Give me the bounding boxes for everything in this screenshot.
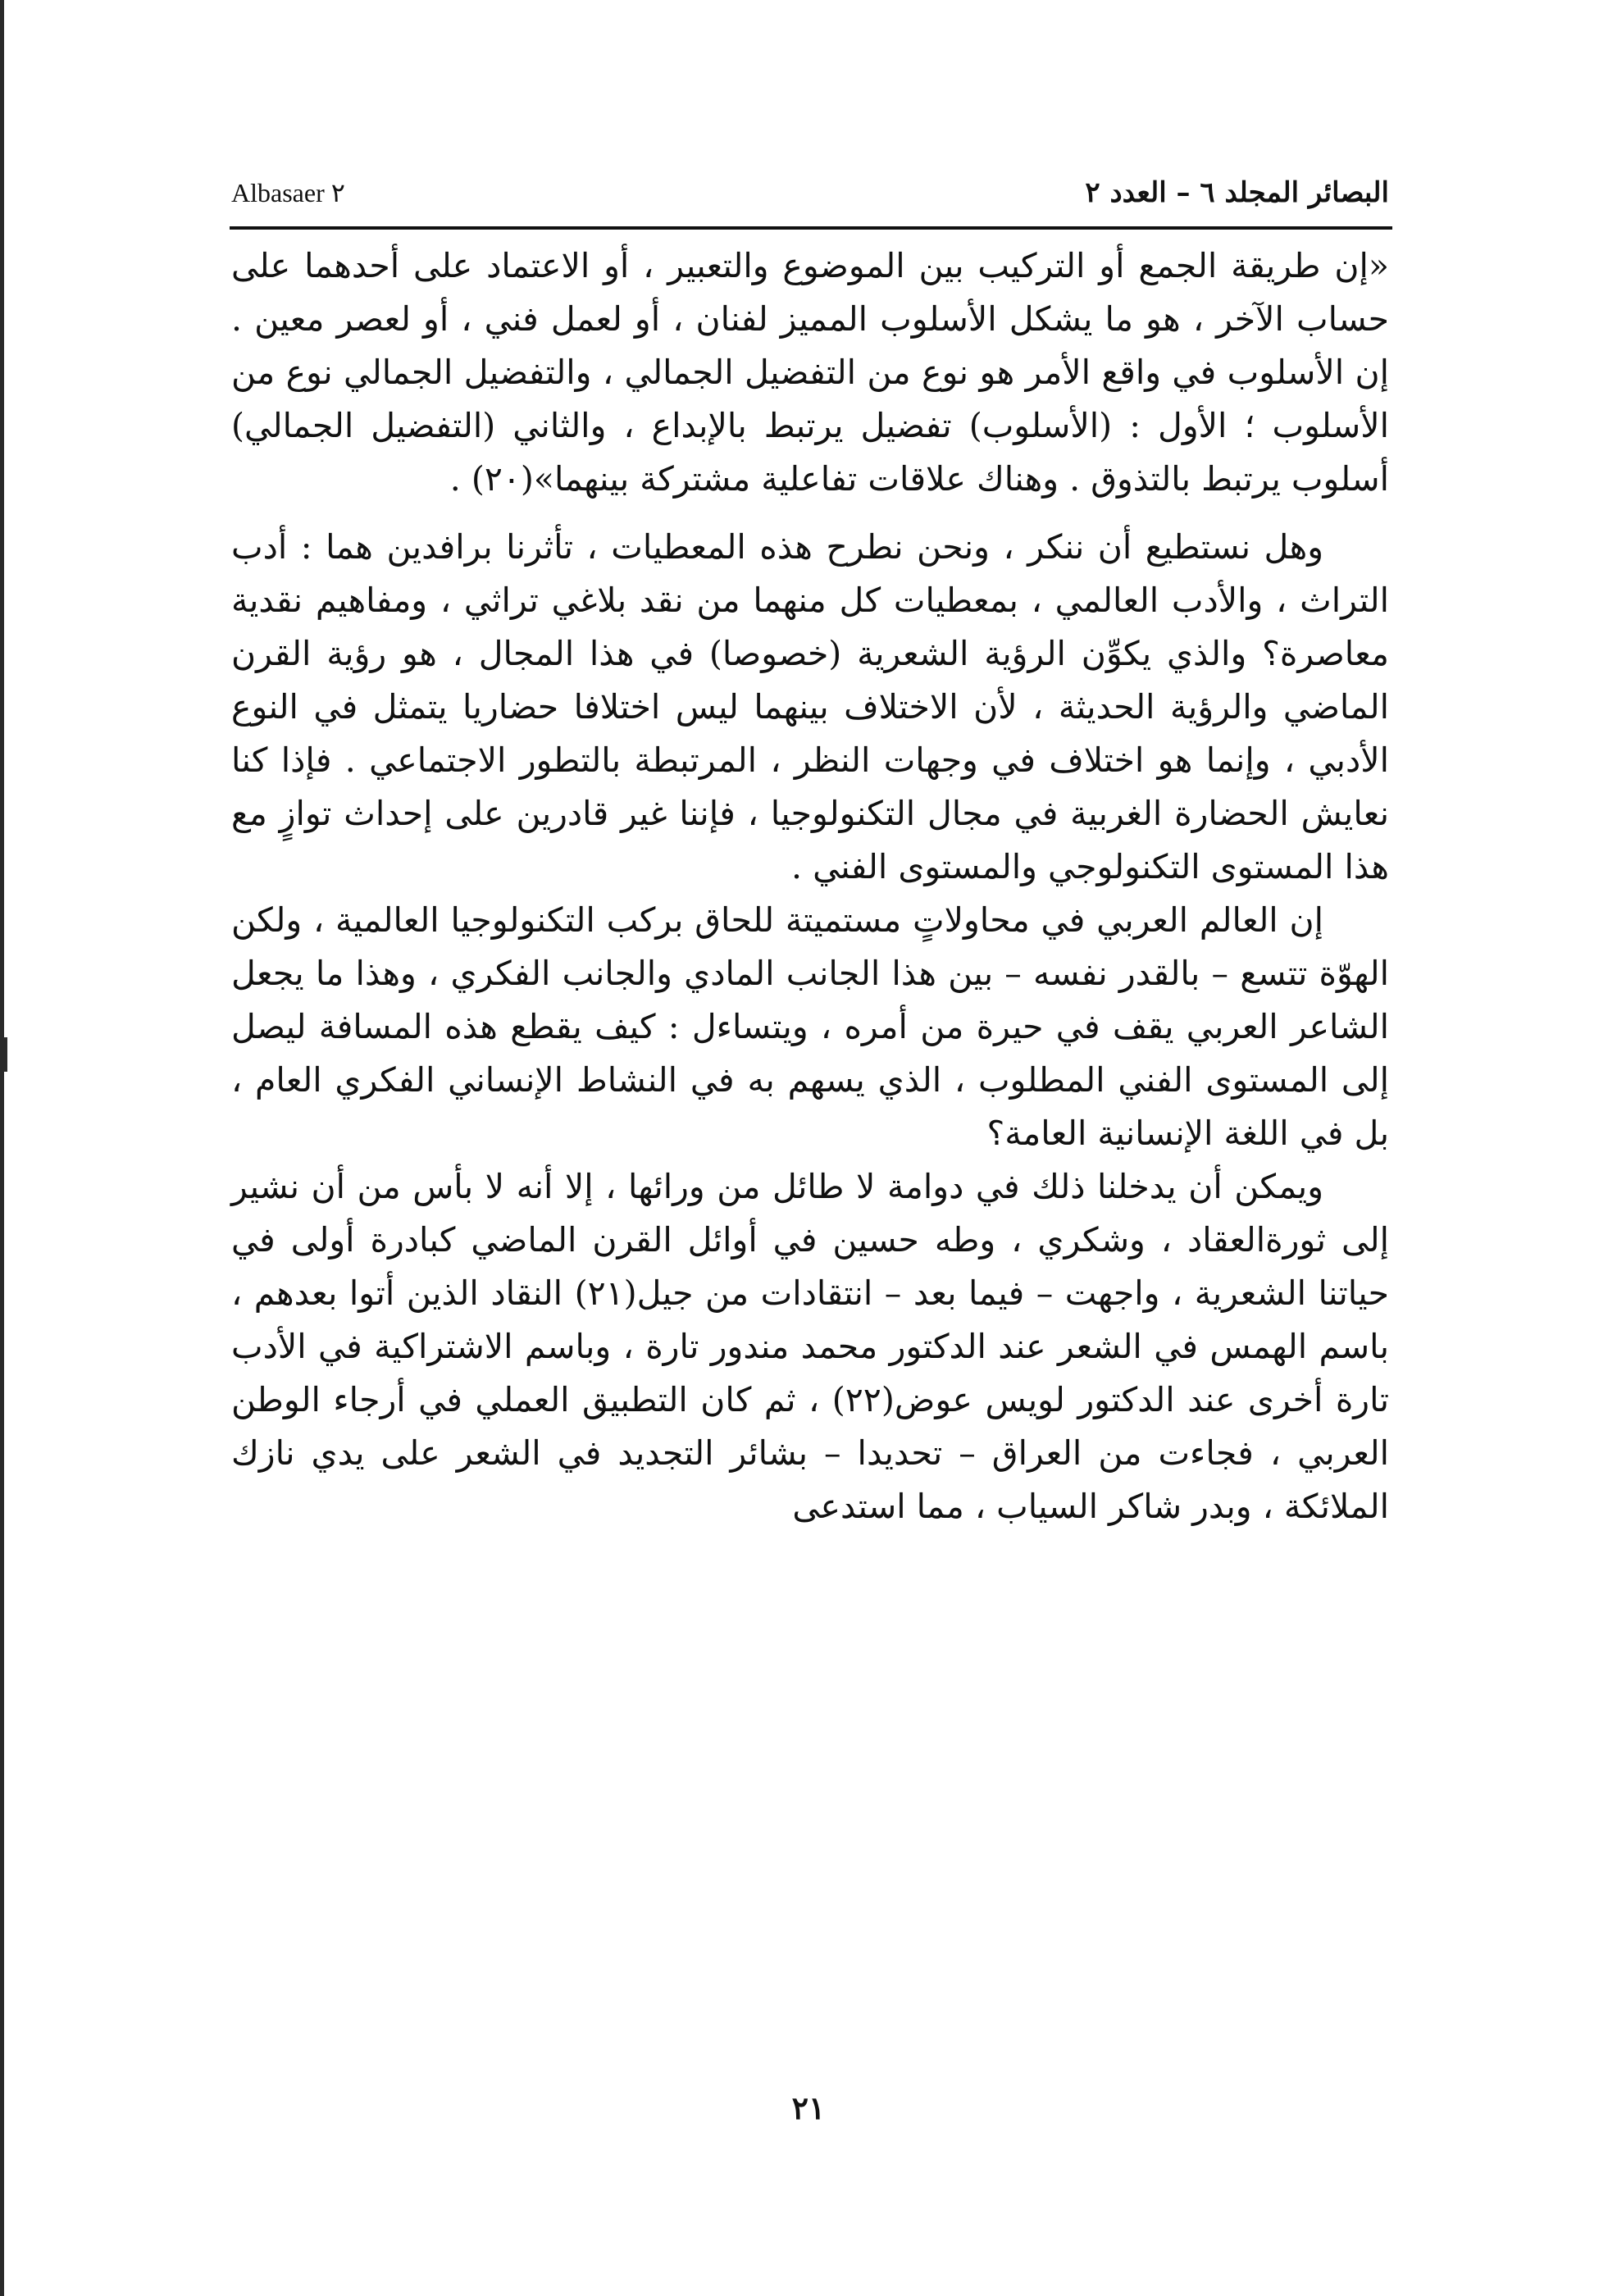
journal-arabic-title: البصائر المجلد ٦ – العدد ٢ [1085, 176, 1389, 209]
paragraph: وهل نستطيع أن ننكر ، ونحن نطرح هذه المعطيات ، تأثرنا برافدين هما : أدب التراث ، والأدب العالمي ، بمعطيات كل منهما من نقد بلاغي تراثي ، ومفاهيم نقدية معاصرة؟ والذي يكوِّن الرؤية الشعرية (خصوصا) في هذا المجال ، هو رؤية القرن الماضي والرؤية الحديثة ، لأن الاختلاف بينهما ليس اختلافا حضاريا يتمثل في النوع الأدبي ، وإنما هو اختلاف في وجهات النظر ، المرتبطة بالتطور الاجتماعي . فإذا كنا نعايش الحضارة الغربية في مجال التكنولوجيا ، فإننا غير قادرين على إحداث توازٍ مع هذا المستوى التكنولوجي والمستوى الفني . [231, 527, 1389, 886]
scan-edge-line [0, 0, 4, 2296]
scan-edge-mark [0, 1037, 7, 1072]
page-number: ٢١ [791, 2089, 826, 2126]
running-header [231, 164, 1389, 221]
body-text [231, 239, 1389, 1533]
paragraph: ويمكن أن يدخلنا ذلك في دوامة لا طائل من ورائها ، إلا أنه لا بأس من أن نشير إلى ثورةالعقاد ، وشكري ، وطه حسين في أوائل القرن الماضي كبادرة أولى في حياتنا الشعرية ، واجهت – فيما بعد – انتقادات من جيل(٢١) النقاد الذين أتوا بعدهم ، باسم الهمس في الشعر عند الدكتور محمد مندور تارة ، وباسم الاشتراكية في الأدب تارة أخرى عند الدكتور لويس عوض(٢٢) ، ثم كان التطبيق العملي في أرجاء الوطن العربي ، فجاءت من العراق – تحديدا – بشائر التجديد في الشعر على يدي نازك الملائكة ، وبدر شاكر السياب ، مما استدعى [231, 1167, 1390, 1526]
journal-latin-title: Albasaer ٢ [231, 178, 345, 207]
paragraph: إن العالم العربي في محاولاتٍ مستميتة للحاق بركب التكنولوجيا العالمية ، ولكن الهوّة تتسع – بالقدر نفسه – بين هذا الجانب المادي والجانب الفكري ، وهذا ما يجعل الشاعر العربي يقف في حيرة من أمره ، ويتساءل : كيف يقطع هذه المسافة ليصل إلى المستوى الفني المطلوب ، الذي يسهم به في النشاط الإنساني الفكري العام ، بل في اللغة الإنسانية العامة؟ [231, 900, 1389, 1153]
paragraph-quotation: «إن طريقة الجمع أو التركيب بين الموضوع والتعبير ، أو الاعتماد على أحدهما على حساب الآخر ، هو ما يشكل الأسلوب المميز لفنان ، أو لعمل فني ، أو لعصر معين . إن الأسلوب في واقع الأمر هو نوع من التفضيل الجمالي ، والتفضيل الجمالي نوع من الأسلوب ؛ الأول : (الأسلوب) تفضيل يرتبط بالإبداع ، والثاني (التفضيل الجمالي) أسلوب يرتبط بالتذوق . وهناك علاقات تفاعلية مشتركة بينهما»(٢٠) . [231, 246, 1389, 499]
header-rule [230, 226, 1392, 230]
